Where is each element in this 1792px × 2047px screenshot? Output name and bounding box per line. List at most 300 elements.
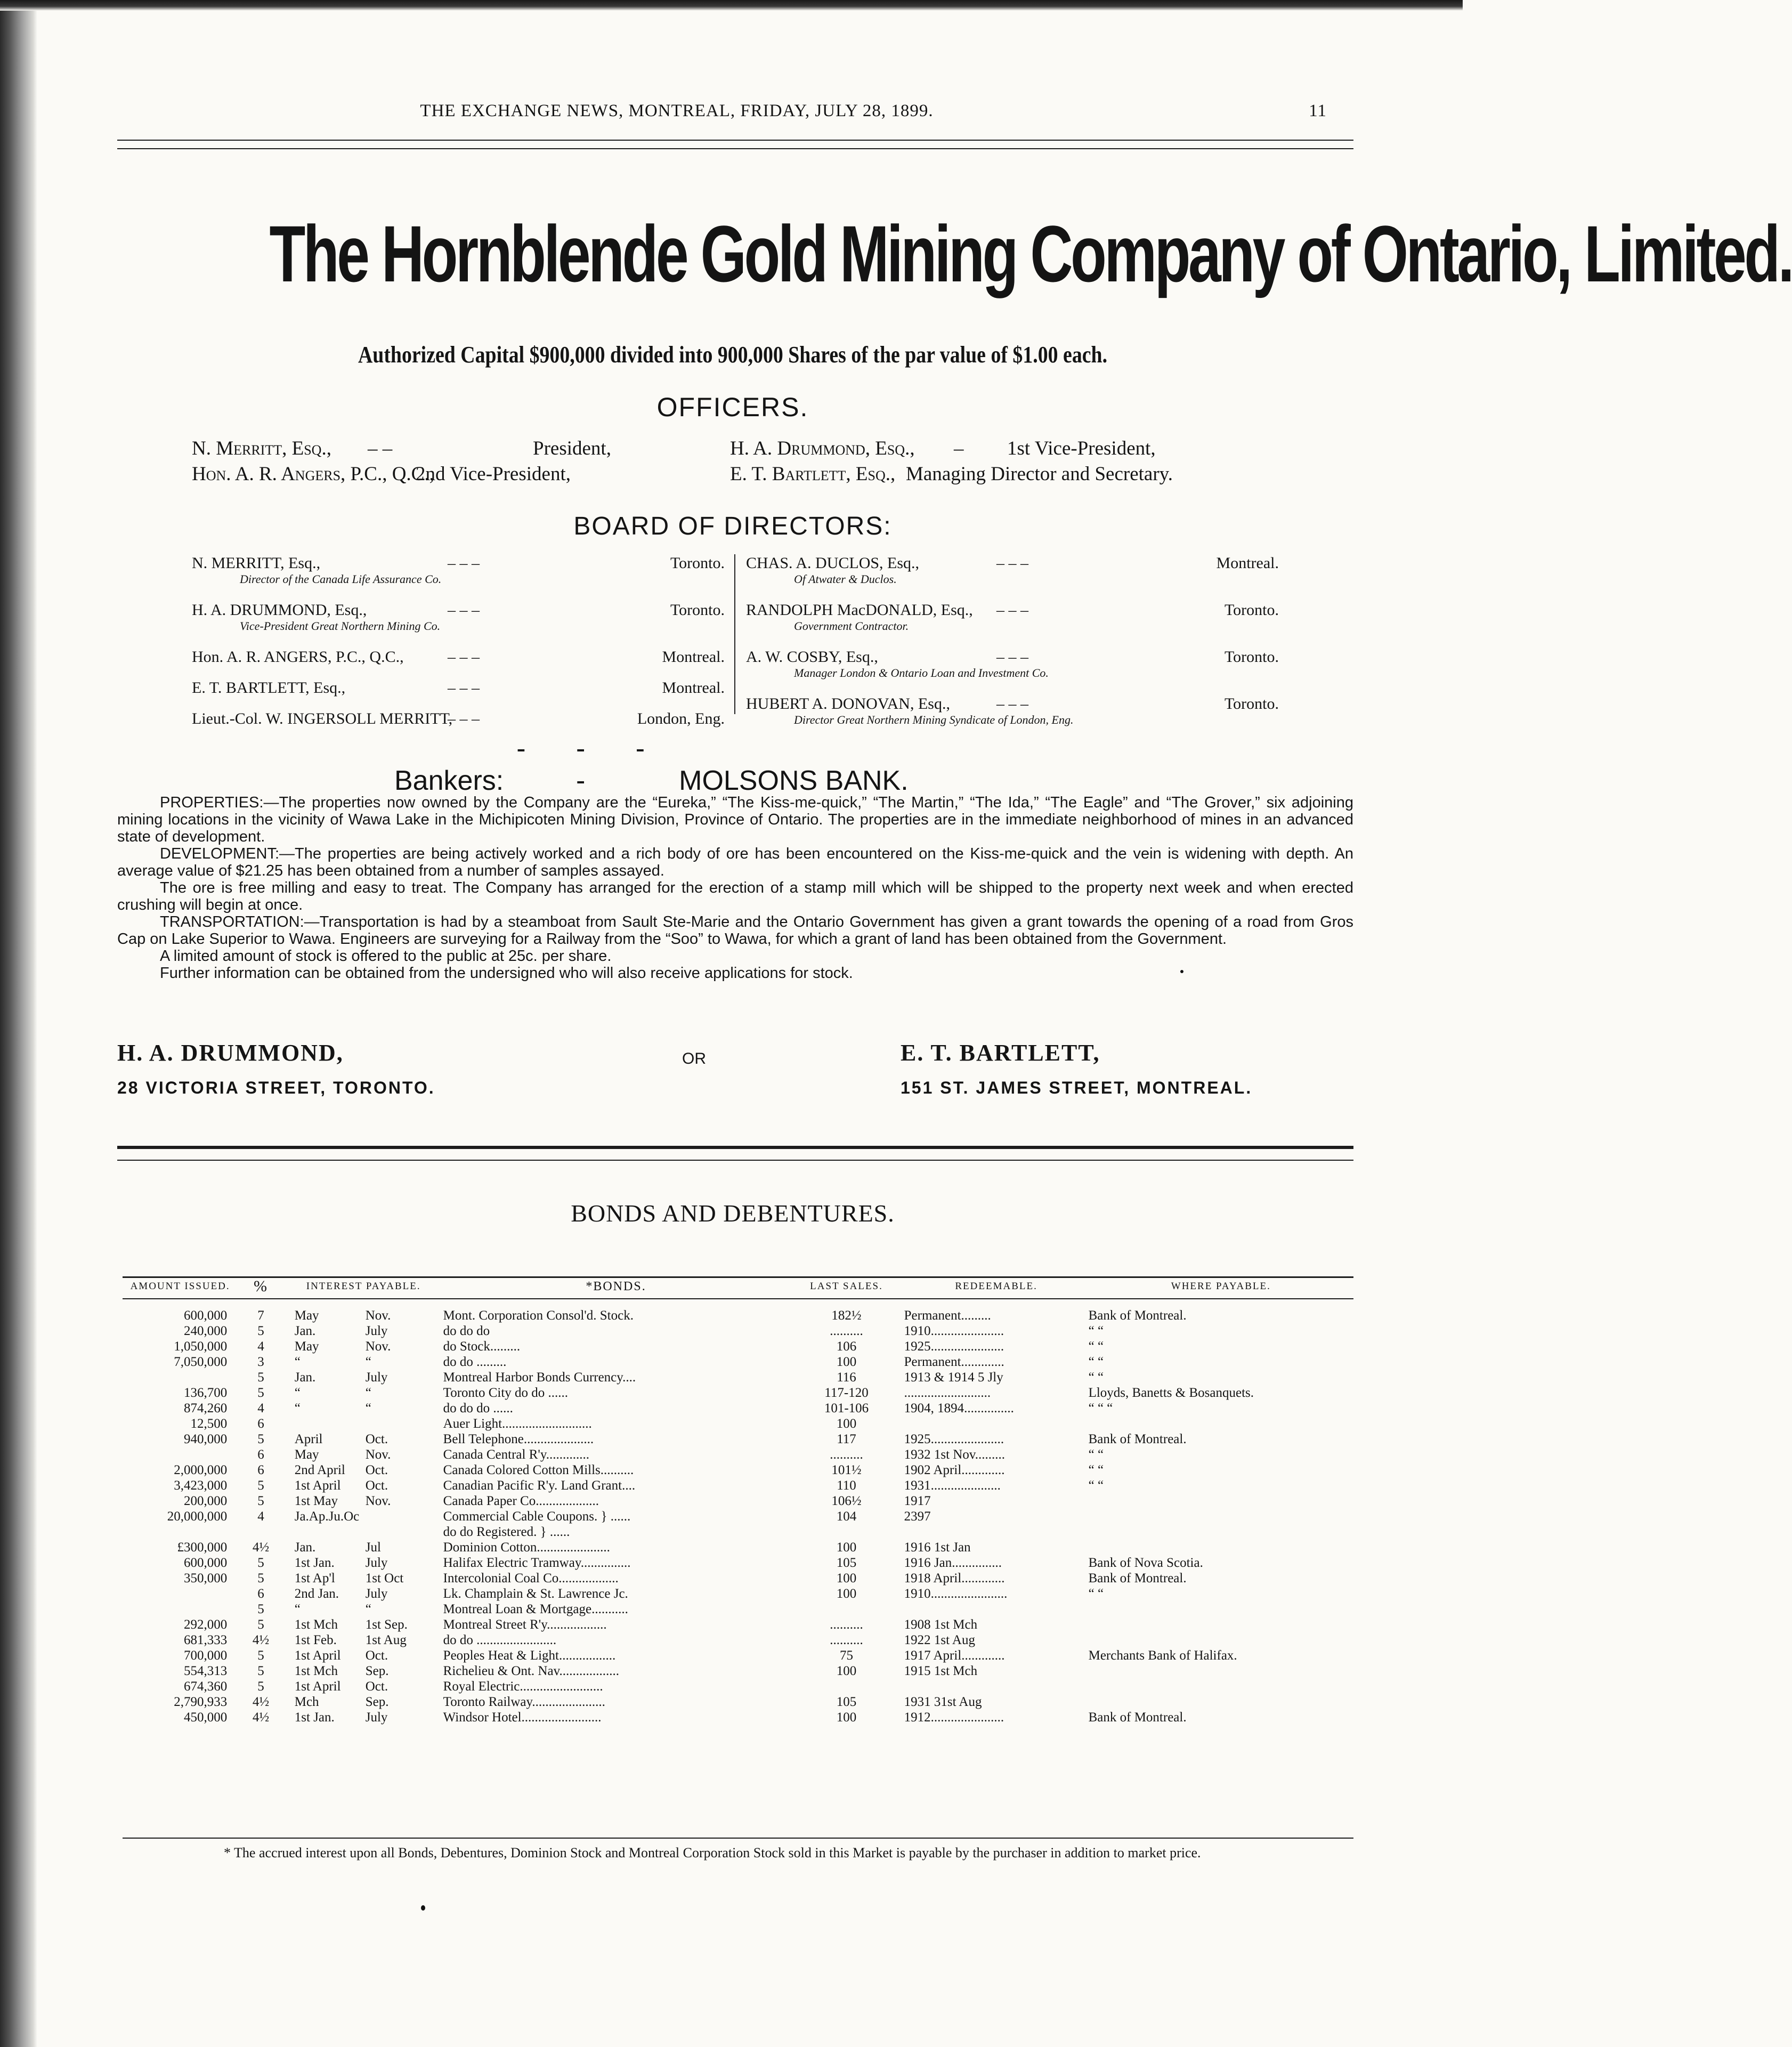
- bond-name: do do do ......: [443, 1401, 513, 1415]
- contact-right: [901, 1039, 1252, 1098]
- where-payable: “ “: [1088, 1339, 1104, 1354]
- redeemable: 1908 1st Mch: [904, 1617, 978, 1632]
- bond-name: Richelieu & Ont. Nav..................: [443, 1664, 619, 1678]
- interest-first: “: [294, 1602, 301, 1616]
- redeemable: [904, 1524, 1089, 1540]
- interest-second: [366, 1509, 443, 1524]
- officer-row: [192, 463, 1268, 488]
- bond-name: Montreal Loan & Mortgage...........: [443, 1602, 628, 1616]
- bond-name: Montreal Harbor Bonds Currency....: [443, 1370, 636, 1385]
- ad-title: The Hornblende Gold Mining Company of Ontario, Limited.: [269, 209, 1792, 298]
- amount-issued: 700,000: [183, 1648, 228, 1663]
- where-payable: [1089, 1601, 1353, 1617]
- column-divider: [734, 554, 735, 714]
- amount-issued: 136,700: [183, 1386, 228, 1400]
- redeemable: 1910.......................: [904, 1587, 1008, 1601]
- last-sale: 182½: [831, 1308, 862, 1323]
- interest-rate: 5: [257, 1432, 264, 1446]
- director-name: E. T. BARTLETT, Esq.,: [192, 679, 346, 697]
- interest-second: July: [365, 1556, 388, 1570]
- amount-issued: £300,000: [177, 1540, 228, 1555]
- interest-second: July: [365, 1710, 388, 1725]
- interest-first: April: [294, 1432, 323, 1446]
- where-payable: Bank of Montreal.: [1088, 1308, 1187, 1323]
- director-place: London, Eng.: [637, 710, 725, 727]
- redeemable: 1925......................: [904, 1339, 1004, 1354]
- director-name: CHAS. A. DUCLOS, Esq.,: [746, 554, 920, 572]
- interest-rate: 5: [257, 1556, 264, 1570]
- where-payable: Bank of Montreal.: [1088, 1710, 1187, 1725]
- table-row: [123, 1447, 1353, 1462]
- running-head-text: THE EXCHANGE NEWS, MONTREAL, FRIDAY, JULY 28, 1899.: [420, 101, 934, 120]
- bankers-label: Bankers:: [394, 765, 504, 796]
- where-payable: [1089, 1617, 1353, 1632]
- interest-second: “: [365, 1386, 371, 1400]
- redeemable: [904, 1416, 1089, 1431]
- table-row: [123, 1524, 1353, 1540]
- running-head: [144, 101, 1327, 128]
- officer-role: Managing Director and Secretary.: [906, 463, 1173, 485]
- last-sale: ..........: [830, 1447, 863, 1462]
- table-row: [123, 1354, 1353, 1370]
- director-name: Lieut.-Col. W. INGERSOLL MERRITT,: [192, 710, 453, 727]
- where-payable: [1089, 1540, 1353, 1555]
- interest-first: 1st Feb.: [294, 1633, 337, 1647]
- table-row: [123, 1462, 1353, 1478]
- interest-second: “: [365, 1355, 371, 1369]
- interest-first: [284, 1416, 366, 1431]
- paragraph: PROPERTIES:—The properties now owned by the Company are the “Eureka,” “The Kiss-me-quick,” “The Martin,” “The Ida,” “The Eagle” and “The Grover,” six adjoining mining locations in the vicinity of Wawa Lake in the Michipicoten Mining Division, Province of Ontario. The properties are in the immediate neighborhood of mines in an advanced state of development.: [117, 794, 1353, 845]
- table-row: [123, 1385, 1353, 1401]
- redeemable: ..........................: [904, 1386, 991, 1400]
- last-sale: ..........: [830, 1617, 863, 1632]
- last-sale: [789, 1524, 904, 1540]
- contact-left: [117, 1039, 435, 1098]
- amount-issued: 940,000: [183, 1432, 228, 1446]
- bond-name: do do do: [443, 1324, 490, 1338]
- bond-name: do Stock.........: [443, 1339, 521, 1354]
- amount-issued: 554,313: [183, 1664, 228, 1678]
- redeemable: 1918 April.............: [904, 1571, 1005, 1585]
- interest-second: Nov.: [365, 1308, 391, 1323]
- table-row: [123, 1586, 1353, 1601]
- bond-name: Canada Central R'y.............: [443, 1447, 590, 1462]
- interest-first: May: [294, 1339, 319, 1354]
- paragraph: DEVELOPMENT:—The properties are being actively worked and a rich body of ore has been encountered on the Kiss-me-quick and the vein is widening with depth. An average value of $21.25 has been obtained from a number of samples assayed.: [117, 845, 1353, 879]
- leader-dashes: –: [954, 438, 964, 459]
- director-note: Of Atwater & Duclos.: [794, 572, 897, 586]
- table-row: [123, 1493, 1353, 1509]
- officers-heading: OFFICERS.: [656, 392, 809, 422]
- where-payable: [1089, 1679, 1353, 1694]
- last-sale: 100: [836, 1417, 857, 1431]
- bond-name: Intercolonial Coal Co..................: [443, 1571, 619, 1585]
- interest-rate: 4½: [252, 1695, 270, 1709]
- bonds-header-row: [123, 1277, 1353, 1299]
- where-payable: “ “: [1088, 1447, 1104, 1462]
- bond-name: Lk. Champlain & St. Lawrence Jc.: [443, 1587, 628, 1601]
- binding-shadow: [0, 0, 37, 2047]
- where-payable: Merchants Bank of Halifax.: [1088, 1648, 1237, 1663]
- amount-issued: [123, 1524, 238, 1540]
- table-row: [123, 1431, 1353, 1447]
- where-payable: “ “ “: [1088, 1401, 1113, 1415]
- board-heading: BOARD OF DIRECTORS:: [573, 512, 892, 540]
- where-payable: [1089, 1632, 1353, 1648]
- amount-issued: 2,000,000: [174, 1463, 228, 1477]
- director-name: HUBERT A. DONOVAN, Esq.,: [746, 695, 950, 713]
- interest-rate: 5: [257, 1370, 264, 1385]
- interest-rate: 5: [257, 1494, 264, 1508]
- header-rule-2: [117, 148, 1353, 149]
- officers-list: [192, 437, 1268, 488]
- director-name: A. W. COSBY, Esq.,: [746, 648, 878, 666]
- table-row: [123, 1339, 1353, 1354]
- redeemable: 2397: [904, 1509, 931, 1524]
- redeemable: [904, 1601, 1089, 1617]
- interest-first: 1st Mch: [294, 1617, 338, 1632]
- interest-rate: 4: [257, 1401, 264, 1415]
- col-last-sales: LAST SALES.: [789, 1277, 904, 1299]
- last-sale: 106: [836, 1339, 857, 1354]
- table-row: [123, 1679, 1353, 1694]
- redeemable: 1917: [904, 1494, 931, 1508]
- bond-name: do do ........................: [443, 1633, 557, 1647]
- leader-dashes: – – –: [448, 601, 480, 619]
- interest-first: 1st April: [294, 1478, 341, 1493]
- interest-second: Nov.: [365, 1339, 391, 1354]
- last-sale: 100: [836, 1664, 857, 1678]
- last-sale: [789, 1679, 904, 1694]
- col-where-payable: WHERE PAYABLE.: [1089, 1277, 1353, 1299]
- interest-rate: 5: [257, 1648, 264, 1663]
- director-note: Manager London & Ontario Loan and Investment Co.: [794, 666, 1049, 679]
- leader-dashes: – – –: [996, 695, 1028, 713]
- amount-issued: 200,000: [183, 1494, 228, 1508]
- officer-row: [192, 437, 1268, 463]
- where-payable: [1089, 1694, 1353, 1710]
- last-sale: 100: [836, 1540, 857, 1555]
- redeemable: [904, 1679, 1089, 1694]
- bonds-title: BONDS AND DEBENTURES.: [571, 1200, 895, 1227]
- leader-dashes: – – –: [996, 601, 1028, 619]
- interest-first: 1st Ap'l: [294, 1571, 335, 1585]
- table-row: [123, 1694, 1353, 1710]
- redeemable: 1915 1st Mch: [904, 1664, 978, 1678]
- interest-rate: 5: [257, 1324, 264, 1338]
- bonds-footnote: * The accrued interest upon all Bonds, Debentures, Dominion Stock and Montreal Corporation Stock sold in this Market is payable by the purchaser in addition to market price.: [224, 1845, 1201, 1860]
- amount-issued: 20,000,000: [167, 1509, 228, 1524]
- amount-issued: 1,050,000: [174, 1339, 228, 1354]
- interest-second: Sep.: [365, 1664, 389, 1678]
- last-sale: 100: [836, 1710, 857, 1725]
- interest-rate: 6: [257, 1447, 264, 1462]
- interest-first: “: [294, 1401, 301, 1415]
- director-place: Toronto.: [1224, 648, 1279, 666]
- last-sale: 101½: [831, 1463, 862, 1477]
- bond-name: Toronto Railway......................: [443, 1695, 605, 1709]
- leader-dashes: - - - -: [516, 733, 667, 796]
- col-bonds: *BONDS.: [443, 1277, 789, 1299]
- table-row: [123, 1710, 1353, 1725]
- redeemable: 1902 April.............: [904, 1463, 1005, 1477]
- interest-second: “: [365, 1602, 371, 1616]
- interest-second: 1st Aug: [365, 1633, 407, 1647]
- director-note: Director of the Canada Life Assurance Co.: [240, 572, 442, 586]
- where-payable: [1089, 1524, 1353, 1540]
- director-name: RANDOLPH MacDONALD, Esq.,: [746, 601, 973, 619]
- leader-dashes: – – –: [448, 554, 480, 572]
- bank-name: MOLSONS BANK.: [679, 765, 909, 796]
- contact-right-address: 151 ST. JAMES STREET, MONTREAL.: [901, 1078, 1253, 1097]
- table-row: [123, 1509, 1353, 1524]
- director-note: Vice-President Great Northern Mining Co.: [240, 619, 441, 633]
- interest-second: Oct.: [365, 1648, 388, 1663]
- authorized-capital: Authorized Capital $900,000 divided into 900,000 Shares of the par value of $1.00 each.: [358, 342, 1108, 368]
- interest-second: Oct.: [365, 1432, 388, 1446]
- bond-name: Commercial Cable Coupons. } ......: [443, 1509, 631, 1524]
- officer-name: N. Merritt, Esq.,: [192, 438, 331, 459]
- director-note: Government Contractor.: [794, 619, 909, 633]
- interest-first: Jan.: [294, 1370, 316, 1385]
- table-row: [123, 1323, 1353, 1339]
- interest-second: Sep.: [365, 1695, 389, 1709]
- leader-dashes: – – –: [996, 554, 1028, 572]
- director-row: [192, 554, 725, 601]
- last-sale: ..........: [830, 1633, 863, 1647]
- director-place: Montreal.: [662, 648, 725, 666]
- contact-left-address: 28 VICTORIA STREET, TORONTO.: [117, 1078, 435, 1097]
- amount-issued: 2,790,933: [174, 1695, 228, 1709]
- interest-first: 1st Mch: [294, 1664, 338, 1678]
- director-row: [746, 601, 1279, 648]
- table-row: [123, 1299, 1353, 1323]
- interest-second: July: [365, 1587, 388, 1601]
- interest-first: May: [294, 1447, 319, 1462]
- director-note: Director Great Northern Mining Syndicate of London, Eng.: [794, 713, 1074, 726]
- interest-first: Jan.: [294, 1324, 316, 1338]
- leader-dashes: – – –: [996, 648, 1028, 666]
- bonds-body: [123, 1299, 1353, 1725]
- last-sale: 116: [837, 1370, 856, 1385]
- redeemable: 1922 1st Aug: [904, 1633, 975, 1647]
- director-name: N. MERRITT, Esq.,: [192, 554, 321, 572]
- interest-first: Ja.Ap.Ju.Oc: [294, 1509, 360, 1524]
- table-row: [123, 1663, 1353, 1679]
- last-sale: 105: [836, 1556, 857, 1570]
- director-place: Toronto.: [670, 554, 725, 572]
- col-interest: INTEREST PAYABLE.: [284, 1277, 443, 1299]
- director-place: Toronto.: [670, 601, 725, 619]
- bond-name: do do .........: [443, 1355, 507, 1369]
- ink-speck: [1180, 970, 1183, 973]
- interest-first: 1st Jan.: [294, 1710, 335, 1725]
- interest-rate: 5: [257, 1571, 264, 1585]
- amount-issued: 3,423,000: [174, 1478, 228, 1493]
- bond-name: Montreal Street R'y..................: [443, 1617, 607, 1632]
- interest-first: [284, 1524, 366, 1540]
- officer: [730, 463, 1263, 486]
- officer: [192, 437, 725, 460]
- interest-second: July: [365, 1370, 388, 1385]
- amount-issued: [123, 1601, 238, 1617]
- last-sale: 100: [836, 1355, 857, 1369]
- interest-second: Nov.: [365, 1494, 391, 1508]
- last-sale: 101-106: [824, 1401, 869, 1415]
- redeemable: 1931.....................: [904, 1478, 1001, 1493]
- interest-second: Jul: [365, 1540, 381, 1555]
- interest-rate: 4½: [252, 1710, 270, 1725]
- page-number: 11: [1309, 101, 1327, 120]
- col-percent: %: [238, 1277, 283, 1299]
- director-row: [192, 601, 725, 648]
- interest-first: 1st Jan.: [294, 1556, 335, 1570]
- redeemable: 1916 Jan...............: [904, 1556, 1002, 1570]
- amount-issued: 450,000: [183, 1710, 228, 1725]
- amount-issued: 674,360: [183, 1679, 228, 1694]
- interest-first: Mch: [294, 1695, 319, 1709]
- interest-second: 1st Oct: [365, 1571, 404, 1585]
- director-place: Montreal.: [1216, 554, 1279, 572]
- interest-second: [366, 1524, 443, 1540]
- bond-name: Bell Telephone.....................: [443, 1432, 594, 1446]
- where-payable: Bank of Montreal.: [1088, 1432, 1187, 1446]
- last-sale: 117: [837, 1432, 856, 1446]
- paragraph: The ore is free milling and easy to treat. The Company has arranged for the erection of a stamp mill which will be shipped to the property next week and when erected crushing will begin at once.: [117, 879, 1353, 913]
- paragraph: Further information can be obtained from the undersigned who will also receive applications for stock.: [160, 965, 853, 982]
- header-rule: [117, 140, 1353, 141]
- interest-rate: 5: [257, 1617, 264, 1632]
- redeemable: 1917 April.............: [904, 1648, 1005, 1663]
- table-row: [123, 1540, 1353, 1555]
- where-payable: “ “: [1088, 1370, 1104, 1385]
- bankers-line: [394, 733, 1087, 797]
- col-amount: AMOUNT ISSUED.: [123, 1277, 238, 1299]
- bond-name: Peoples Heat & Light.................: [443, 1648, 616, 1663]
- interest-rate: 5: [257, 1386, 264, 1400]
- where-payable: “ “: [1088, 1324, 1104, 1338]
- table-row: [123, 1632, 1353, 1648]
- prospectus-text: [117, 794, 1353, 982]
- director-row: [746, 648, 1279, 695]
- interest-rate: 5: [257, 1602, 264, 1616]
- directors-right-column: [746, 554, 1279, 742]
- interest-rate: [238, 1524, 283, 1540]
- where-payable: Lloyds, Banetts & Bosanquets.: [1088, 1386, 1254, 1400]
- interest-rate: 5: [257, 1679, 264, 1694]
- last-sale: 100: [836, 1587, 857, 1601]
- bond-name: Canada Colored Cotton Mills..........: [443, 1463, 634, 1477]
- paragraph: TRANSPORTATION:—Transportation is had by a steamboat from Sault Ste-Marie and the Ontario Government has given a grant towards the opening of a road from Gros Cap on Lake Superior to Wawa. Engineers are surveying for a Railway from the “Soo” to Wawa, for which a grant of land has been obtained from the Government.: [117, 913, 1353, 948]
- interest-first: 2nd April: [294, 1463, 345, 1477]
- last-sale: 75: [840, 1648, 853, 1663]
- amount-issued: 292,000: [183, 1617, 228, 1632]
- officer: [192, 463, 725, 486]
- director-row: [192, 679, 725, 710]
- table-row: [123, 1571, 1353, 1586]
- redeemable: 1904, 1894...............: [904, 1401, 1014, 1415]
- interest-rate: 4: [257, 1339, 264, 1354]
- amount-issued: [123, 1586, 238, 1601]
- amount-issued: 7,050,000: [174, 1355, 228, 1369]
- interest-rate: 7: [257, 1308, 264, 1323]
- table-row: [123, 1401, 1353, 1416]
- contact-left-name: H. A. DRUMMOND,: [117, 1040, 344, 1066]
- contact-right-name: E. T. BARTLETT,: [901, 1040, 1100, 1066]
- last-sale: ..........: [830, 1324, 863, 1338]
- last-sale: [789, 1601, 904, 1617]
- officer-role: 1st Vice-President,: [1007, 438, 1156, 459]
- amount-issued: 240,000: [183, 1324, 228, 1338]
- bond-name: do do Registered. } ......: [443, 1525, 570, 1539]
- interest-second: [366, 1416, 443, 1431]
- interest-second: July: [365, 1324, 388, 1338]
- bond-name: Windsor Hotel........................: [443, 1710, 602, 1725]
- paragraph: A limited amount of stock is offered to the public at 25c. per share.: [160, 948, 612, 965]
- director-row: [192, 648, 725, 679]
- interest-first: 1st April: [294, 1679, 341, 1694]
- interest-first: Jan.: [294, 1540, 316, 1555]
- interest-rate: 6: [257, 1463, 264, 1477]
- redeemable: 1932 1st Nov.........: [904, 1447, 1005, 1462]
- director-row: [746, 554, 1279, 601]
- officer-name: H. A. Drummond, Esq.,: [730, 438, 915, 459]
- table-row: [123, 1370, 1353, 1385]
- interest-first: 2nd Jan.: [294, 1587, 339, 1601]
- table-row: [123, 1648, 1353, 1663]
- last-sale: 117-120: [824, 1386, 869, 1400]
- where-payable: [1089, 1416, 1353, 1431]
- bond-name: Mont. Corporation Consol'd. Stock.: [443, 1308, 634, 1323]
- interest-first: 1st April: [294, 1648, 341, 1663]
- bonds-table: [123, 1276, 1353, 1725]
- col-redeemable: REDEEMABLE.: [904, 1277, 1089, 1299]
- leader-dashes: – – –: [448, 710, 480, 727]
- table-row: [123, 1478, 1353, 1493]
- interest-rate: 4½: [252, 1540, 270, 1555]
- amount-issued: 12,500: [190, 1417, 228, 1431]
- interest-rate: 4½: [252, 1633, 270, 1647]
- leader-dashes: – – –: [448, 648, 480, 666]
- redeemable: 1925......................: [904, 1432, 1004, 1446]
- where-payable: “ “: [1088, 1463, 1104, 1477]
- interest-rate: 5: [257, 1664, 264, 1678]
- where-payable: Bank of Montreal.: [1088, 1571, 1187, 1585]
- where-payable: Bank of Nova Scotia.: [1088, 1556, 1203, 1570]
- last-sale: 110: [837, 1478, 856, 1493]
- director-place: Toronto.: [1224, 695, 1279, 713]
- amount-issued: 874,260: [183, 1401, 228, 1415]
- interest-second: “: [365, 1401, 371, 1415]
- amount-issued: [123, 1370, 238, 1385]
- redeemable: 1910......................: [904, 1324, 1004, 1338]
- officer: [730, 437, 1263, 460]
- amount-issued: [123, 1447, 238, 1462]
- section-rule-2: [117, 1160, 1353, 1161]
- interest-rate: 5: [257, 1478, 264, 1493]
- redeemable: Permanent.............: [904, 1355, 1004, 1369]
- table-bottom-rule: [123, 1838, 1353, 1839]
- redeemable: 1931 31st Aug: [904, 1695, 982, 1709]
- amount-issued: 600,000: [183, 1308, 228, 1323]
- leader-dashes: – – –: [448, 679, 480, 697]
- where-payable: [1089, 1509, 1353, 1524]
- bond-name: Royal Electric.........................: [443, 1679, 603, 1694]
- interest-second: Oct.: [365, 1463, 388, 1477]
- interest-first: 1st May: [294, 1494, 338, 1508]
- contacts: [117, 1039, 1353, 1103]
- table-row: [123, 1416, 1353, 1431]
